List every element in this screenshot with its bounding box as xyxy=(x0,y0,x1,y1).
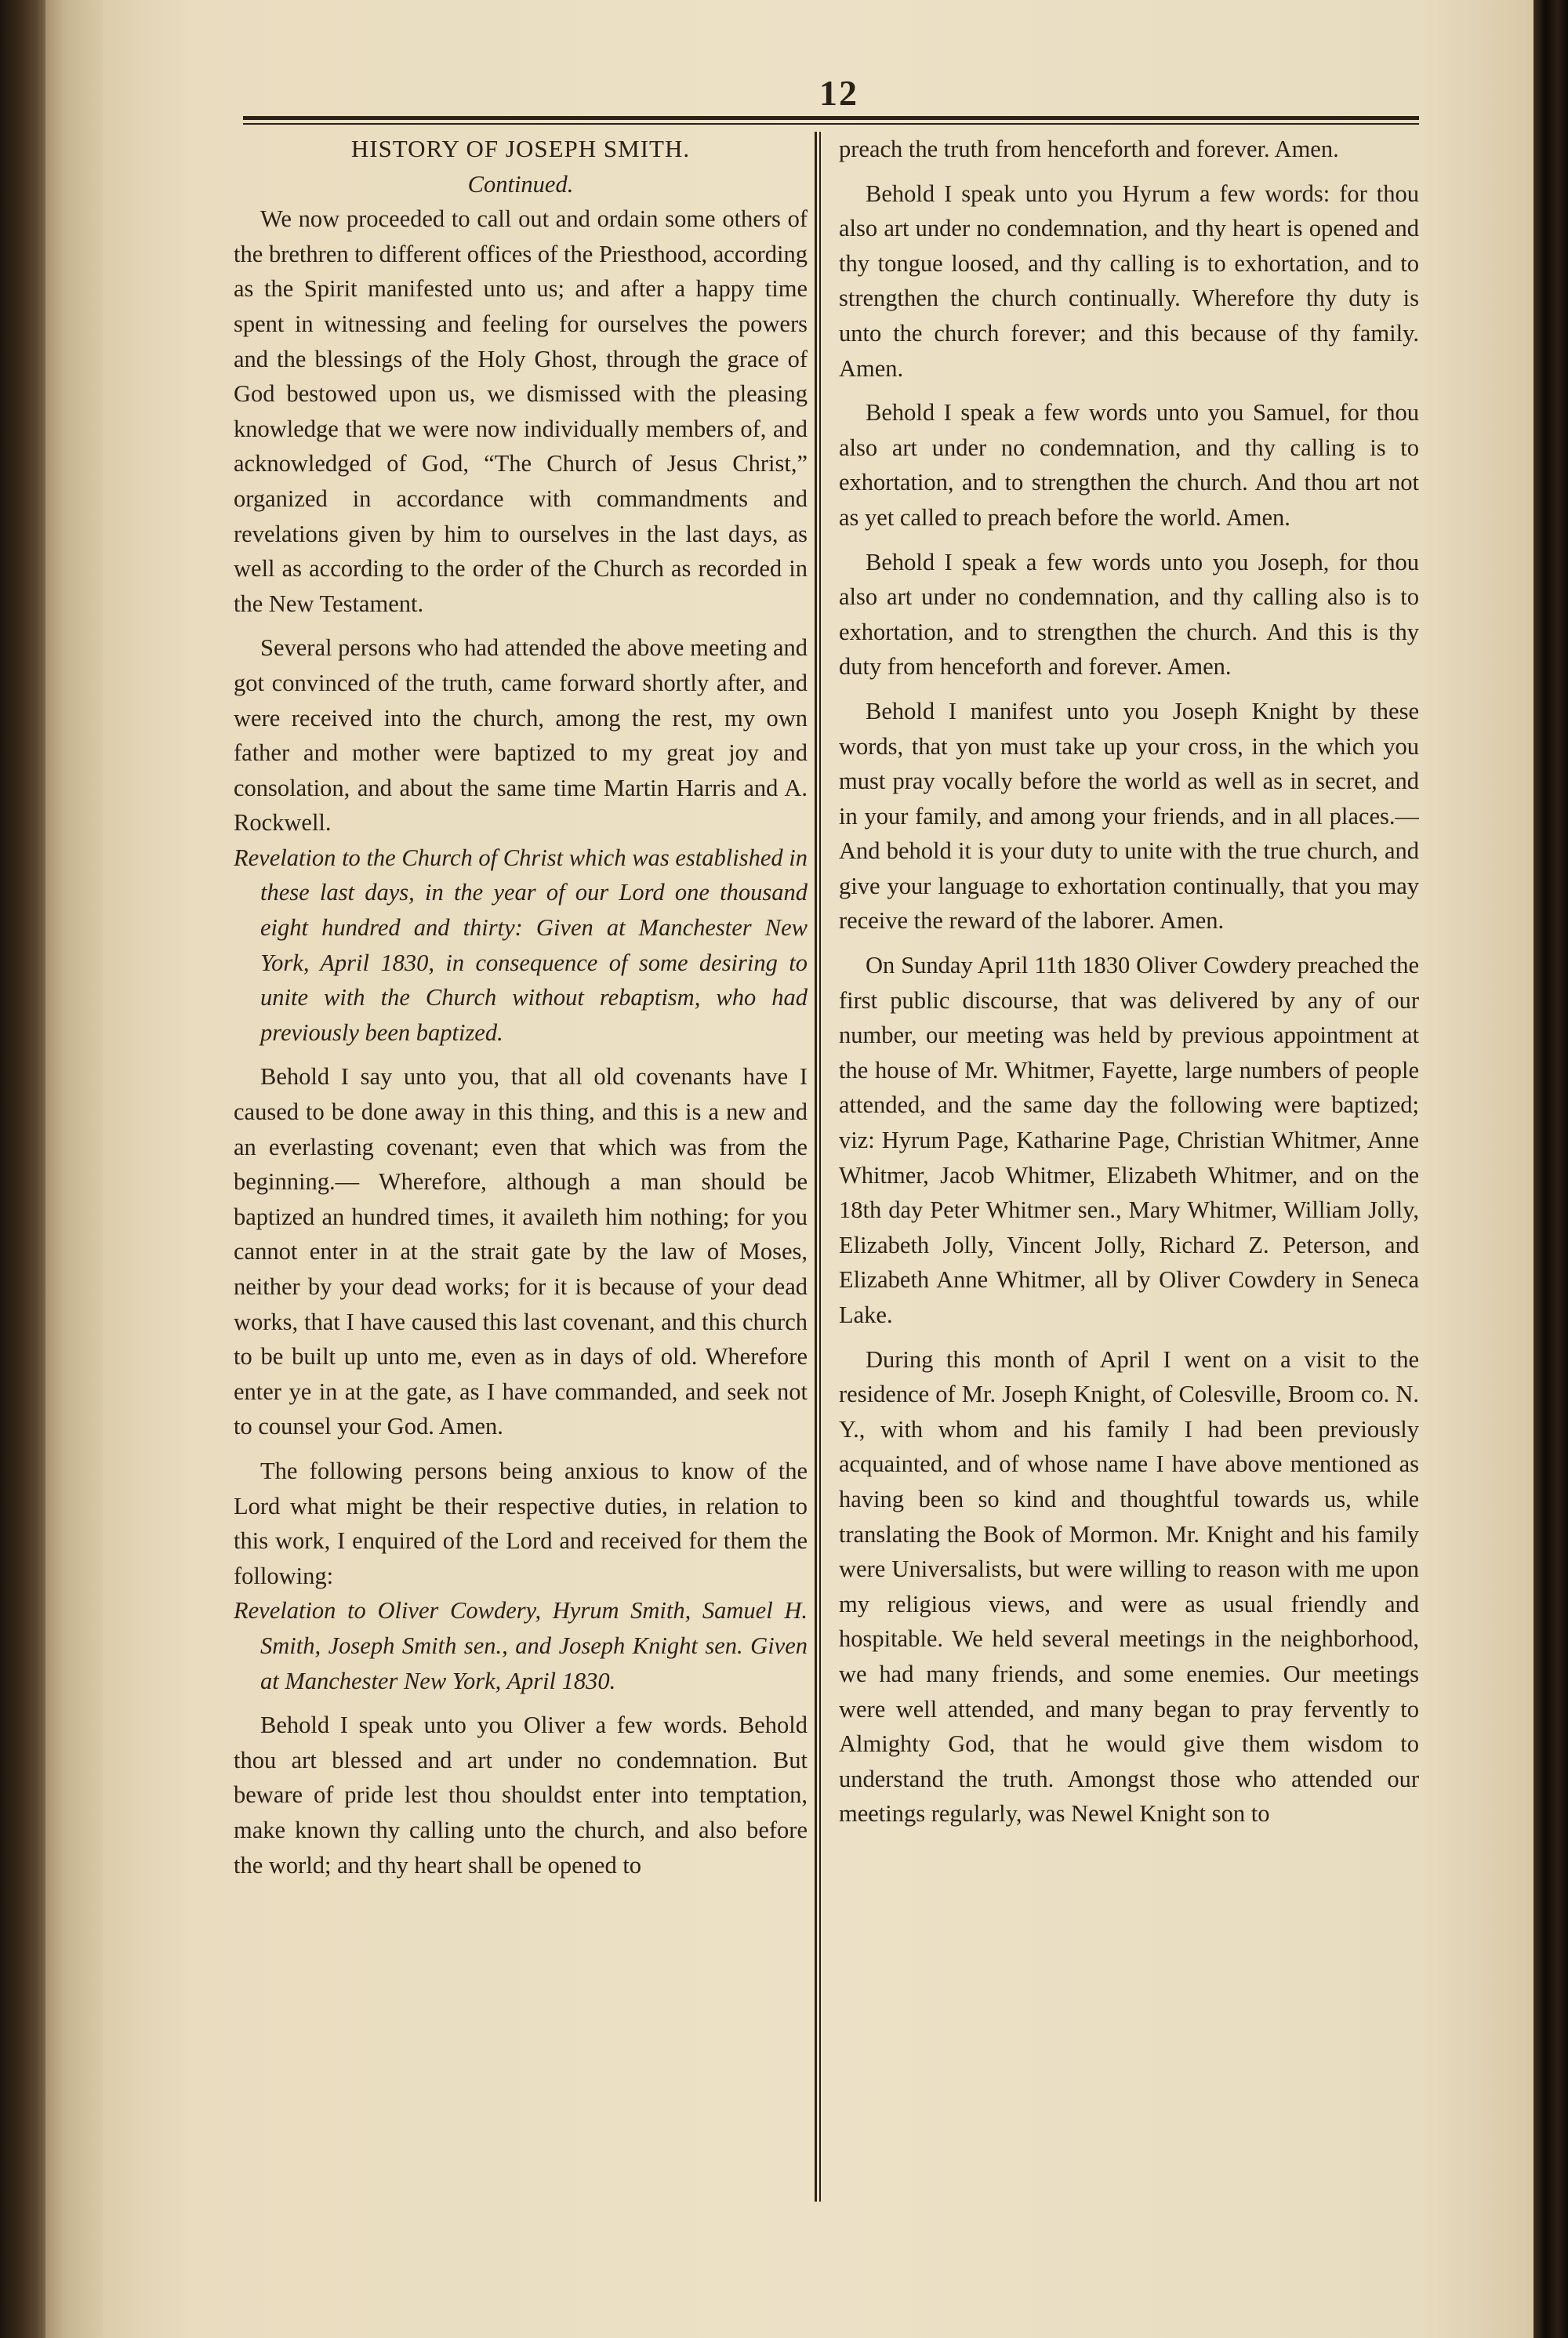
article-title: HISTORY OF JOSEPH SMITH. xyxy=(350,135,691,162)
paragraph: Behold I manifest unto you Joseph Knight by these words, that yon must take up your cross, in the which you must pray vocally before the world as well as in secret, and in your family, and among your friends, and in all places.— And behold it is your duty to unite with the true church, and give your language to exhortation continually, that you may receive the reward of the laborer. Amen. xyxy=(839,697,1419,935)
page-gutter xyxy=(45,0,103,2338)
column-divider-inner xyxy=(819,132,821,2202)
column-divider xyxy=(815,132,817,2202)
paragraph: Behold I speak a few words unto you Joseph, for thou also art under no condemnation, and thy calling also is to exhortation, and to strengthen the church. And this is thy duty from henceforth and forever. Amen. xyxy=(839,548,1419,681)
paragraph: Behold I speak unto you Oliver a few words. Behold thou art blessed and art under no condemnation. But beware of pride lest thou shouldst enter into temptation, make known thy calling unto the church, and also before the world; and thy heart shall be opened to xyxy=(234,1712,808,1879)
header-rule-thick xyxy=(243,116,1419,120)
book-binding xyxy=(0,0,45,2338)
revelation-heading: Revelation to the Church of Christ which was established in these last days, in the year of our Lord one thousand eight hundred and thirty: Given at Manchester New York, April 1830, in consequence of some desiring to unite with the Church without rebaptism, who had previously been baptized. xyxy=(234,844,808,1046)
paragraph: Behold I speak unto you Hyrum a few words: for thou also art under no condemnation, and thy heart is opened and thy tongue loosed, and thy calling is to exhortation, and to strengthen the church continually. Wherefore thy duty is unto the church forever; and this because of thy family. Amen. xyxy=(839,180,1419,382)
page-edge-shadow xyxy=(1534,0,1568,2338)
paragraph-continued: preach the truth from henceforth and forever. Amen. xyxy=(839,136,1339,162)
paragraph: The following persons being anxious to know of the Lord what might be their respective duties, in relation to this work, I enquired of the Lord and received for them the following: xyxy=(234,1457,808,1589)
article-subtitle: Continued. xyxy=(467,170,574,198)
revelation-heading: Revelation to Oliver Cowdery, Hyrum Smith, Samuel H. Smith, Joseph Smith sen., and Joseph Knight sen. Given at Manchester New York, April 1830. xyxy=(234,1597,808,1694)
page-number: 12 xyxy=(819,73,858,113)
header-rule-thin xyxy=(243,123,1419,125)
left-column xyxy=(234,132,808,2202)
paragraph: Behold I say unto you, that all old covenants have I caused to be done away in this thing, and this is a new and an everlasting covenant; even that which was from the beginning.— Wherefore, although a man should be baptized an hundred times, it availeth him nothing; for you cannot enter in at the strait gate by the law of Moses, neither by your dead works; for it is because of your dead works, that I have caused this last covenant, and this church to be built up unto me, even as in days of old. Wherefore enter ye in at the gate, as I have commanded, and seek not to counsel your God. Amen. xyxy=(234,1063,808,1440)
paragraph: On Sunday April 11th 1830 Oliver Cowdery preached the first public discourse, that was delivered by any of our number, our meeting was held by previous appointment at the house of Mr. Whitmer, Fayette, large numbers of people attended, and the same day the following were baptized; viz: Hyrum Page, Katharine Page, Christian Whitmer, Anne Whitmer, Jacob Whitmer, Elizabeth Whitmer, and on the 18th day Peter Whitmer sen., Mary Whitmer, William Jolly, Elizabeth Jolly, Vincent Jolly, Richard Z. Peterson, and Elizabeth Anne Whitmer, all by Oliver Cowdery in Seneca Lake. xyxy=(839,952,1419,1328)
paragraph: Several persons who had attended the above meeting and got convinced of the truth, came forward shortly after, and were received into the church, among the rest, my own father and mother were baptized to my great joy and consolation, and about the same time Martin Harris and A. Rockwell. xyxy=(234,634,808,837)
right-column xyxy=(839,132,1419,2202)
paragraph: We now proceeded to call out and ordain some others of the brethren to different offices of the Priesthood, according as the Spirit manifested unto us; and after a happy time spent in witnessing and feeling for ourselves the powers and the blessings of the Holy Ghost, through the grace of God bestowed upon us, we dismissed with the pleasing knowledge that we were now individually members of, and acknowledged of God, “The Church of Jesus Christ,” organized in accordance with commandments and revelations given by him to ourselves in the last days, as well as according to the order of the Church as recorded in the New Testament. xyxy=(234,205,808,617)
paragraph: Behold I speak a few words unto you Samuel, for thou also art under no condemnation, and thy calling is to exhortation, and to strengthen the church. And thou art not as yet called to preach before the world. Amen. xyxy=(839,399,1419,531)
paragraph: During this month of April I went on a visit to the residence of Mr. Joseph Knight, of Colesville, Broom co. N. Y., with whom and his family I had been previously acquainted, and of whose name I have above mentioned as having been so kind and thoughtful towards us, while translating the Book of Mormon. Mr. Knight and his family were Universalists, but were willing to reason with me upon my religious views, and were as usual friendly and hospitable. We held several meetings in the neighborhood, we had many friends, and some enemies. Our meetings were well attended, and many began to pray fervently to Almighty God, that he would give them wisdom to understand the truth. Amongst those who attended our meetings regularly, was Newel Knight son to xyxy=(839,1345,1419,1828)
